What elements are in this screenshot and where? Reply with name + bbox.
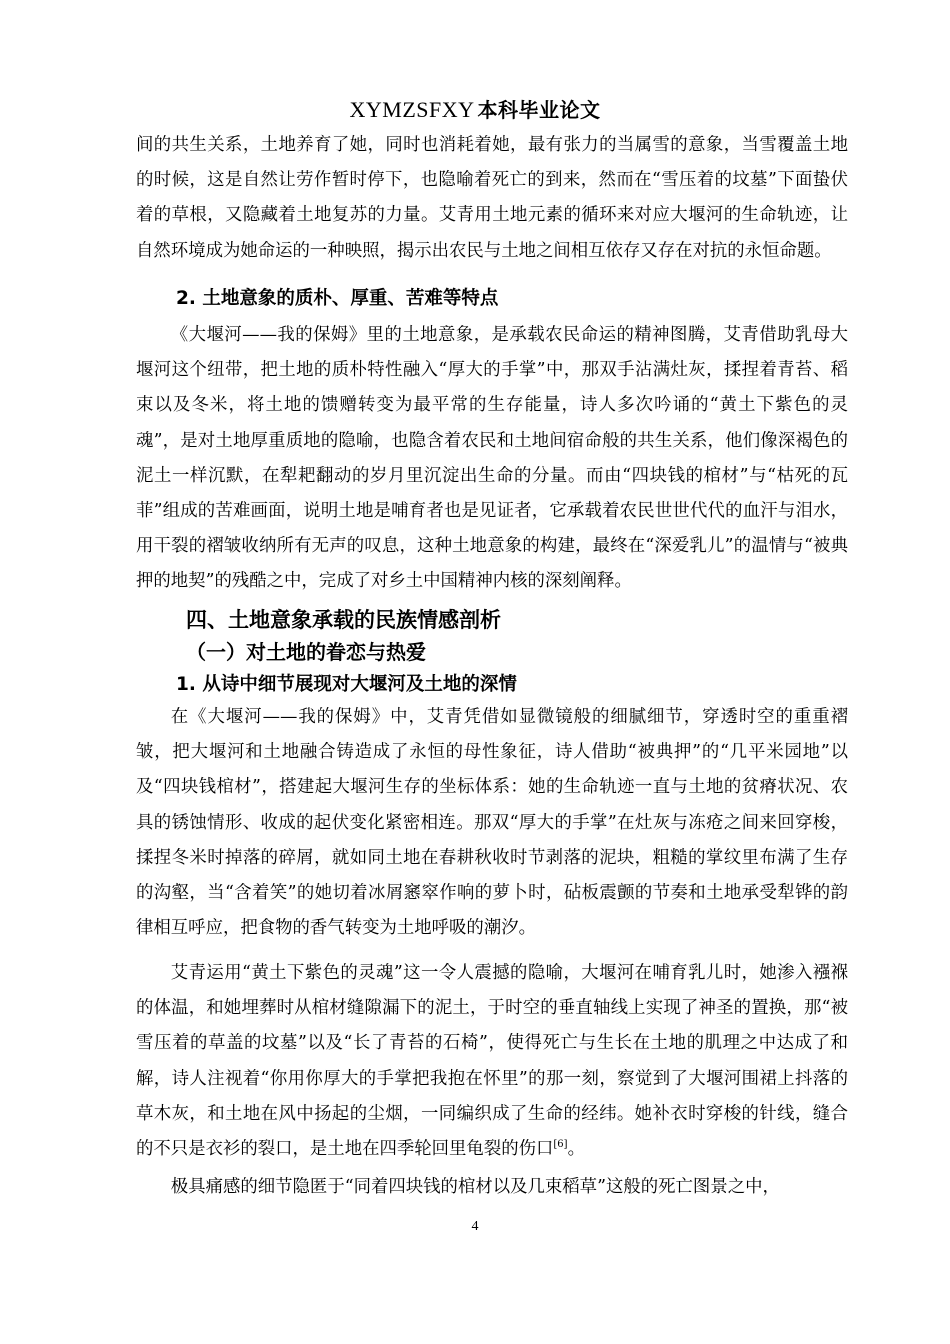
paragraph-5-block bbox=[136, 1170, 848, 1205]
paragraph-4-end: 。 bbox=[567, 1139, 585, 1160]
section-subheading-one: （一）对土地的眷恋与热爱 bbox=[186, 640, 426, 664]
subheading-1: 1. 从诗中细节展现对大堰河及土地的深情 bbox=[176, 674, 517, 695]
running-header bbox=[0, 94, 950, 123]
paragraph-1-block bbox=[136, 128, 848, 269]
paragraph-4-text: 艾青运用“黄土下紫色的灵魂”这一令人震撼的隐喻，大堰河在哺育乳儿时，她渗入襁褓的体温，和她埋葬时从棺材缝隙漏下的泥土，于时空的垂直轴线上实现了神圣的置换，那“被雪压着的草盖的坟墓”以及“长了青苔的石椅”，使得死亡与生长在土地的肌理之中达成了和解，诗人注视着“你用你厚大的手掌把我抱在怀里”的那一刻，察觉到了大堰河围裙上抖落的草木灰，和土地在风中扬起的尘烟，一同编织成了生命的经纬。她补衣时穿梭的针线，缝合的不只是衣衫的裂口，是土地在四季轮回里龟裂的伤口 bbox=[136, 963, 848, 1160]
header-code: XYMZSFXY bbox=[349, 97, 475, 122]
paragraph-2-block bbox=[136, 318, 848, 600]
page-number: 4 bbox=[471, 1219, 479, 1234]
section-heading-4: 四、土地意象承载的民族情感剖析 bbox=[186, 608, 501, 632]
subheading-2: 2. 土地意象的质朴、厚重、苦难等特点 bbox=[176, 288, 499, 309]
paragraph-5: 极具痛感的细节隐匿于“同着四块钱的棺材以及几束稻草”这般的死亡图景之中， bbox=[170, 1177, 780, 1197]
header-title: 本科毕业论文 bbox=[477, 98, 601, 122]
paragraph-3-block bbox=[136, 700, 848, 946]
paragraph-4-block bbox=[136, 956, 848, 1167]
paragraph-2: 《大堰河——我的保姆》里的土地意象，是承载农民命运的精神图腾，艾青借助乳母大堰河这个纽带，把土地的质朴特性融入“厚大的手掌”中，那双手沾满灶灰，揉捏着青苔、稻束以及冬米，将土地的馈赠转变为最平常的生存能量，诗人多次吟诵的“黄土下紫色的灵魂”，是对土地厚重质地的隐喻，也隐含着农民和土地间宿命般的共生关系，他们像深褐色的泥土一样沉默，在犁耙翻动的岁月里沉淀出生命的分量。而由“四块钱的棺材”与“枯死的瓦菲”组成的苦难画面，说明土地是哺育者也是见证者，它承载着农民世世代代的血汗与泪水，用干裂的褶皱收纳所有无声的叹息，这种土地意象的构建，最终在“深爱乳儿”的温情与“被典押的地契”的残酷之中，完成了对乡土中国精神内核的深刻阐释。 bbox=[136, 325, 848, 592]
paragraph-3: 在《大堰河——我的保姆》中，艾青凭借如显微镜般的细腻细节，穿透时空的重重褶皱，把大堰河和土地融合铸造成了永恒的母性象征，诗人借助“被典押”的“几平米园地”以及“四块钱棺材”，搭建起大堰河生存的坐标体系：她的生命轨迹一直与土地的贫瘠状况、农具的锈蚀情形、收成的起伏变化紧密相连。那双“厚大的手掌”在灶灰与冻疮之间来回穿梭，揉捏冬米时掉落的碎屑，就如同土地在春耕秋收时节剥落的泥块，粗糙的掌纹里布满了生存的沟壑，当“含着笑”的她切着冰屑窸窣作响的萝卜时，砧板震颤的节奏和土地承受犁铧的韵律相互呼应，把食物的香气转变为土地呼吸的潮汐。 bbox=[136, 707, 848, 939]
paragraph-1: 间的共生关系，土地养育了她，同时也消耗着她，最有张力的当属雪的意象，当雪覆盖土地的时候，这是自然让劳作暂时停下，也隐喻着死亡的到来，然而在“雪压着的坟墓”下面蛰伏着的草根，又隐藏着土地复苏的力量。艾青用土地元素的循环来对应大堰河的生命轨迹，让自然环境成为她命运的一种映照，揭示出农民与土地之间相互依存又存在对抗的永恒命题。 bbox=[136, 135, 848, 261]
paragraph-4 bbox=[136, 956, 848, 1167]
citation-6: [6] bbox=[553, 1139, 568, 1151]
